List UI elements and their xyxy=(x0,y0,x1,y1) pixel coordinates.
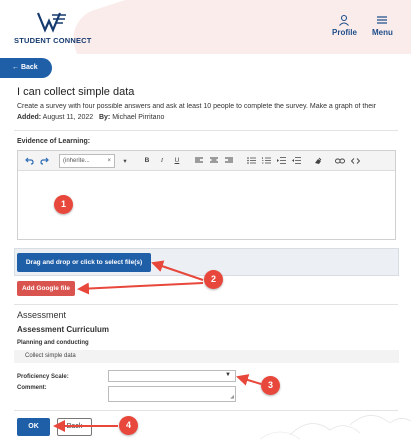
comment-field[interactable] xyxy=(108,386,236,402)
redo-icon[interactable] xyxy=(37,154,51,168)
align-left-icon[interactable] xyxy=(192,154,206,168)
annotation-badge: 3 xyxy=(261,376,280,395)
annotation-badge: 1 xyxy=(54,195,73,214)
rich-text-editor[interactable] xyxy=(17,150,396,240)
divider xyxy=(14,304,398,305)
add-google-file-button[interactable]: Add Google file xyxy=(17,281,75,296)
annotation-arrow-2b xyxy=(79,283,203,289)
link-icon[interactable] xyxy=(333,154,347,168)
annotation-arrow-3 xyxy=(238,377,261,384)
font-family-select[interactable] xyxy=(59,154,115,168)
bullet-list-icon[interactable] xyxy=(244,154,258,168)
divider xyxy=(14,130,398,131)
added-label: Added: xyxy=(17,114,42,121)
resize-handle-icon[interactable]: ◢ xyxy=(230,394,234,400)
undo-icon[interactable] xyxy=(22,154,36,168)
align-right-icon[interactable] xyxy=(222,154,236,168)
font-select-value: (inherite... xyxy=(63,157,90,164)
brand-logo[interactable] xyxy=(14,10,90,45)
proficiency-scale-select[interactable] xyxy=(108,370,236,382)
curriculum-heading: Assessment Curriculum xyxy=(17,325,110,334)
profile-button[interactable] xyxy=(332,14,357,37)
proficiency-label: Proficiency Scale: xyxy=(17,374,69,380)
evidence-label: Evidence of Learning: xyxy=(17,138,91,145)
page-title: I can collect simple data xyxy=(17,86,135,98)
chevron-down-icon: ▼ xyxy=(225,372,231,378)
by-label: By: xyxy=(98,114,111,121)
clear-x-icon[interactable]: × xyxy=(107,157,111,164)
source-code-icon[interactable] xyxy=(348,154,362,168)
header-decoration xyxy=(66,0,411,54)
arrow-left-icon: ← xyxy=(12,64,19,71)
user-icon xyxy=(338,14,350,26)
italic-button[interactable]: I xyxy=(160,157,164,164)
underline-button[interactable]: U xyxy=(174,157,180,164)
author-name: Michael Pirritano xyxy=(112,114,165,121)
back-link-label: Back xyxy=(20,64,38,71)
menu-button[interactable] xyxy=(372,14,393,37)
select-files-button[interactable]: Drag and drop or click to select file(s) xyxy=(17,253,151,272)
hamburger-icon xyxy=(376,14,388,26)
task-description: Create a survey with four possible answers and ask at least 10 people to complete the survey. Make a graph of their xyxy=(17,103,377,110)
indent-icon[interactable] xyxy=(274,154,288,168)
annotation-badge: 4 xyxy=(119,416,138,435)
curriculum-outcome: Collect simple data xyxy=(14,350,399,363)
bold-button[interactable]: B xyxy=(144,157,150,164)
annotation-badge: 2 xyxy=(204,270,223,289)
outdent-icon[interactable] xyxy=(289,154,303,168)
assessment-heading: Assessment xyxy=(17,310,67,320)
app-header xyxy=(0,0,411,54)
editor-toolbar xyxy=(18,151,395,171)
added-date: August 11, 2022 xyxy=(42,114,94,121)
ok-button[interactable]: OK xyxy=(17,418,50,436)
profile-label: Profile xyxy=(332,28,357,37)
editor-content-area[interactable] xyxy=(18,171,395,239)
menu-label: Menu xyxy=(372,28,393,37)
back-link[interactable] xyxy=(0,58,52,78)
comment-label: Comment: xyxy=(17,385,47,391)
clear-format-icon[interactable] xyxy=(311,154,325,168)
brand-name: STUDENT CONNECT xyxy=(14,36,92,45)
back-button[interactable]: Back xyxy=(57,418,92,436)
numbered-list-icon[interactable] xyxy=(259,154,273,168)
chevron-down-icon[interactable]: ▾ xyxy=(123,157,127,165)
curriculum-strand: Planning and conducting xyxy=(17,340,89,346)
task-meta xyxy=(17,114,164,121)
align-center-icon[interactable] xyxy=(207,154,221,168)
logo-icon xyxy=(35,10,69,34)
background-decoration xyxy=(250,395,411,440)
